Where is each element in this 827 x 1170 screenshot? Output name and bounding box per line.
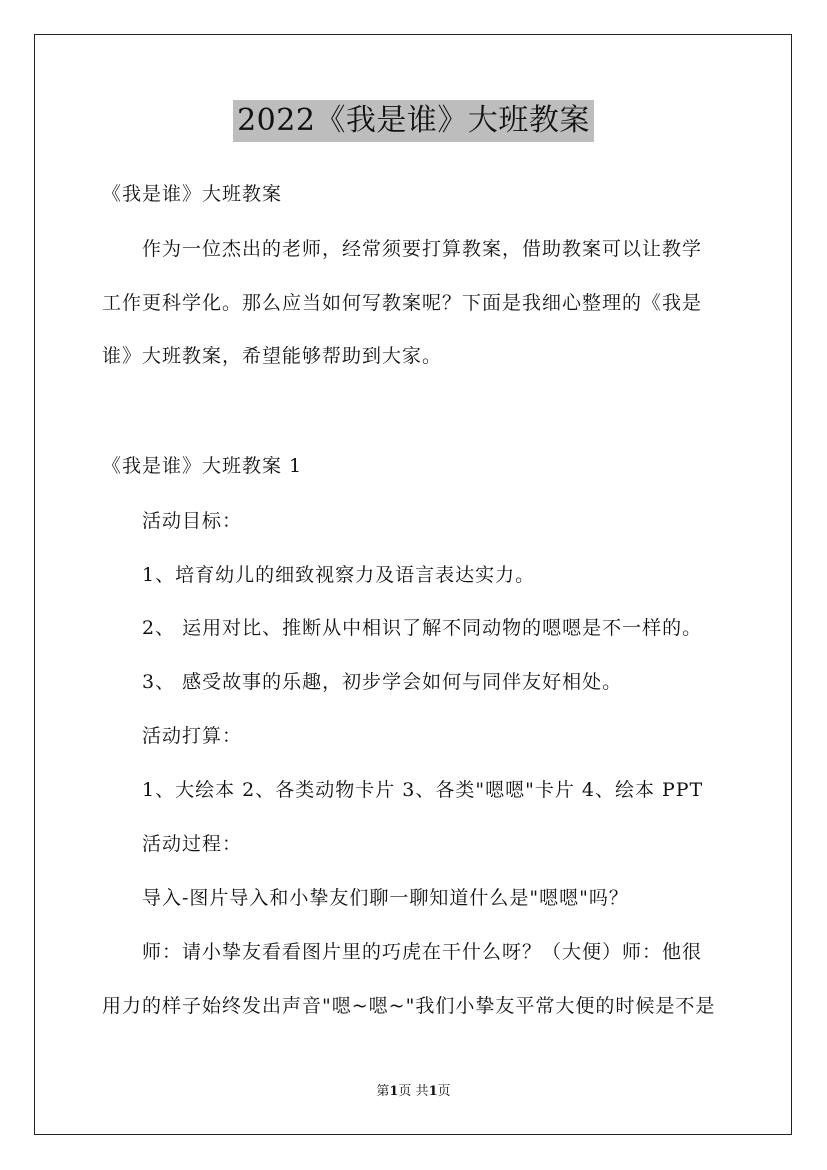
footer-prefix: 第 [376,1084,390,1099]
footer-page-number: 1 [389,1084,399,1099]
footer-page-total: 1 [428,1084,438,1099]
document-title [0,100,827,142]
process-line-2: 师：请小挚友看看图片里的巧虎在干什么呀？（大便）师：他很 [142,941,703,963]
document-title-text: 2022《我是谁》大班教案 [233,100,594,142]
footer-suffix: 页 [437,1084,451,1099]
section-title: 《我是谁》大班教案 1 [102,455,303,477]
goal-item-2: 2、 运用对比、推断从中相识了解不同动物的嗯嗯是不一样的。 [142,617,703,639]
intro-line-1: 作为一位杰出的老师，经常须要打算教案，借助教案可以让教学 [142,238,703,260]
intro-line-2: 工作更科学化。那么应当如何写教案呢？下面是我细心整理的《我是 [102,292,703,314]
document-subtitle: 《我是谁》大班教案 [102,183,283,205]
goal-item-3: 3、 感受故事的乐趣，初步学会如何与同伴友好相处。 [142,671,623,693]
process-heading: 活动过程： [142,833,243,855]
goal-item-1: 1、培育幼儿的细致视察力及语言表达实力。 [142,564,536,586]
prep-heading: 活动打算： [142,725,243,747]
process-line-3: 用力的样子始终发出声音"嗯~嗯~"我们小挚友平常大便的时候是不是 [102,995,716,1017]
goals-heading: 活动目标： [142,510,243,532]
footer-mid: 页 共 [398,1084,429,1099]
intro-line-3: 谁》大班教案，希望能够帮助到大家。 [102,345,443,367]
process-line-1: 导入-图片导入和小挚友们聊一聊知道什么是"嗯嗯"吗？ [142,887,629,909]
prep-items: 1、大绘本 2、各类动物卡片 3、各类"嗯嗯"卡片 4、绘本 PPT [142,779,704,801]
page-footer [0,1083,827,1101]
